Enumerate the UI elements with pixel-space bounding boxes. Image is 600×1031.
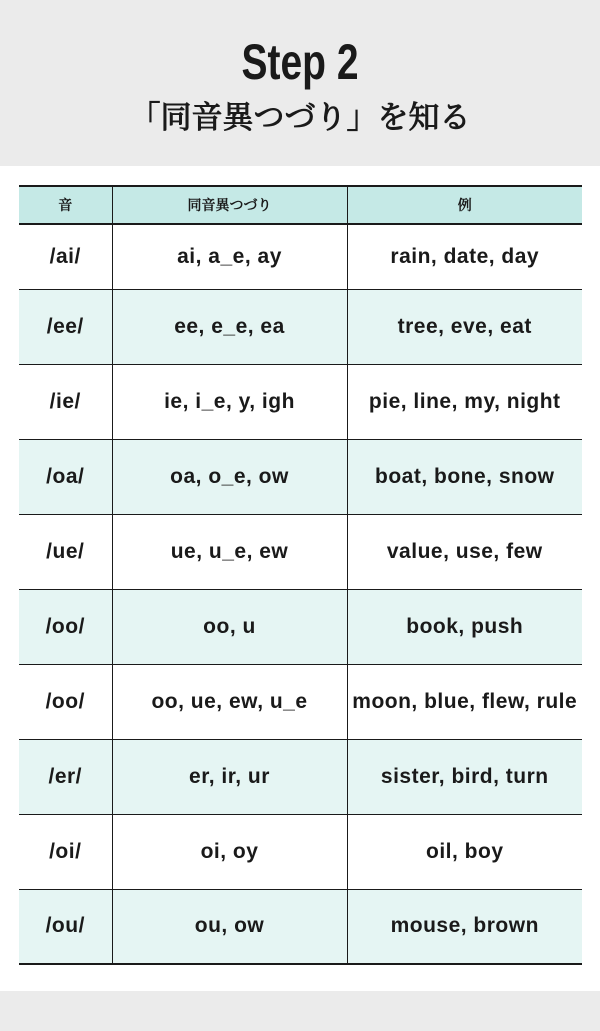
cell-sound: /oi/: [19, 814, 112, 889]
cell-sound: /ai/: [19, 224, 112, 289]
step-subtitle: 「同音異つづり」を知る: [129, 100, 471, 136]
table-row: [19, 224, 582, 289]
cell-examples: moon, blue, flew, rule: [347, 664, 582, 739]
cell-examples: book, push: [347, 589, 582, 664]
table-row: [19, 739, 582, 814]
cell-spellings: ee, e_e, ea: [112, 289, 347, 364]
page-footer: [0, 991, 600, 1031]
cell-sound: /oo/: [19, 664, 112, 739]
cell-examples: sister, bird, turn: [347, 739, 582, 814]
cell-sound: /ue/: [19, 514, 112, 589]
column-header-examples: 例: [347, 186, 582, 224]
cell-spellings: oa, o_e, ow: [112, 439, 347, 514]
cell-sound: /er/: [19, 739, 112, 814]
table-row: [19, 364, 582, 439]
spelling-table-container: [19, 185, 582, 965]
cell-sound: /oa/: [19, 439, 112, 514]
cell-examples: tree, eve, eat: [347, 289, 582, 364]
step-title: Step 2: [241, 34, 359, 90]
table-row: [19, 439, 582, 514]
cell-spellings: ue, u_e, ew: [112, 514, 347, 589]
cell-examples: pie, line, my, night: [347, 364, 582, 439]
cell-sound: /ee/: [19, 289, 112, 364]
table-row: [19, 514, 582, 589]
cell-spellings: ie, i_e, y, igh: [112, 364, 347, 439]
column-header-spellings: 同音異つづり: [112, 186, 347, 224]
cell-spellings: oi, oy: [112, 814, 347, 889]
table-header-row: [19, 186, 582, 224]
cell-spellings: oo, ue, ew, u_e: [112, 664, 347, 739]
cell-examples: oil, boy: [347, 814, 582, 889]
cell-examples: mouse, brown: [347, 889, 582, 964]
table-header: [19, 186, 582, 224]
cell-sound: /ie/: [19, 364, 112, 439]
table-row: [19, 814, 582, 889]
spelling-table: [19, 185, 582, 965]
cell-sound: /oo/: [19, 589, 112, 664]
cell-sound: /ou/: [19, 889, 112, 964]
page-header: [0, 0, 600, 166]
table-row: [19, 889, 582, 964]
cell-examples: boat, bone, snow: [347, 439, 582, 514]
table-row: [19, 589, 582, 664]
table-row: [19, 289, 582, 364]
cell-spellings: er, ir, ur: [112, 739, 347, 814]
column-header-sound: 音: [19, 186, 112, 224]
table-row: [19, 664, 582, 739]
table-body: [19, 224, 582, 964]
cell-examples: rain, date, day: [347, 224, 582, 289]
cell-spellings: ou, ow: [112, 889, 347, 964]
cell-spellings: ai, a_e, ay: [112, 224, 347, 289]
cell-spellings: oo, u: [112, 589, 347, 664]
cell-examples: value, use, few: [347, 514, 582, 589]
